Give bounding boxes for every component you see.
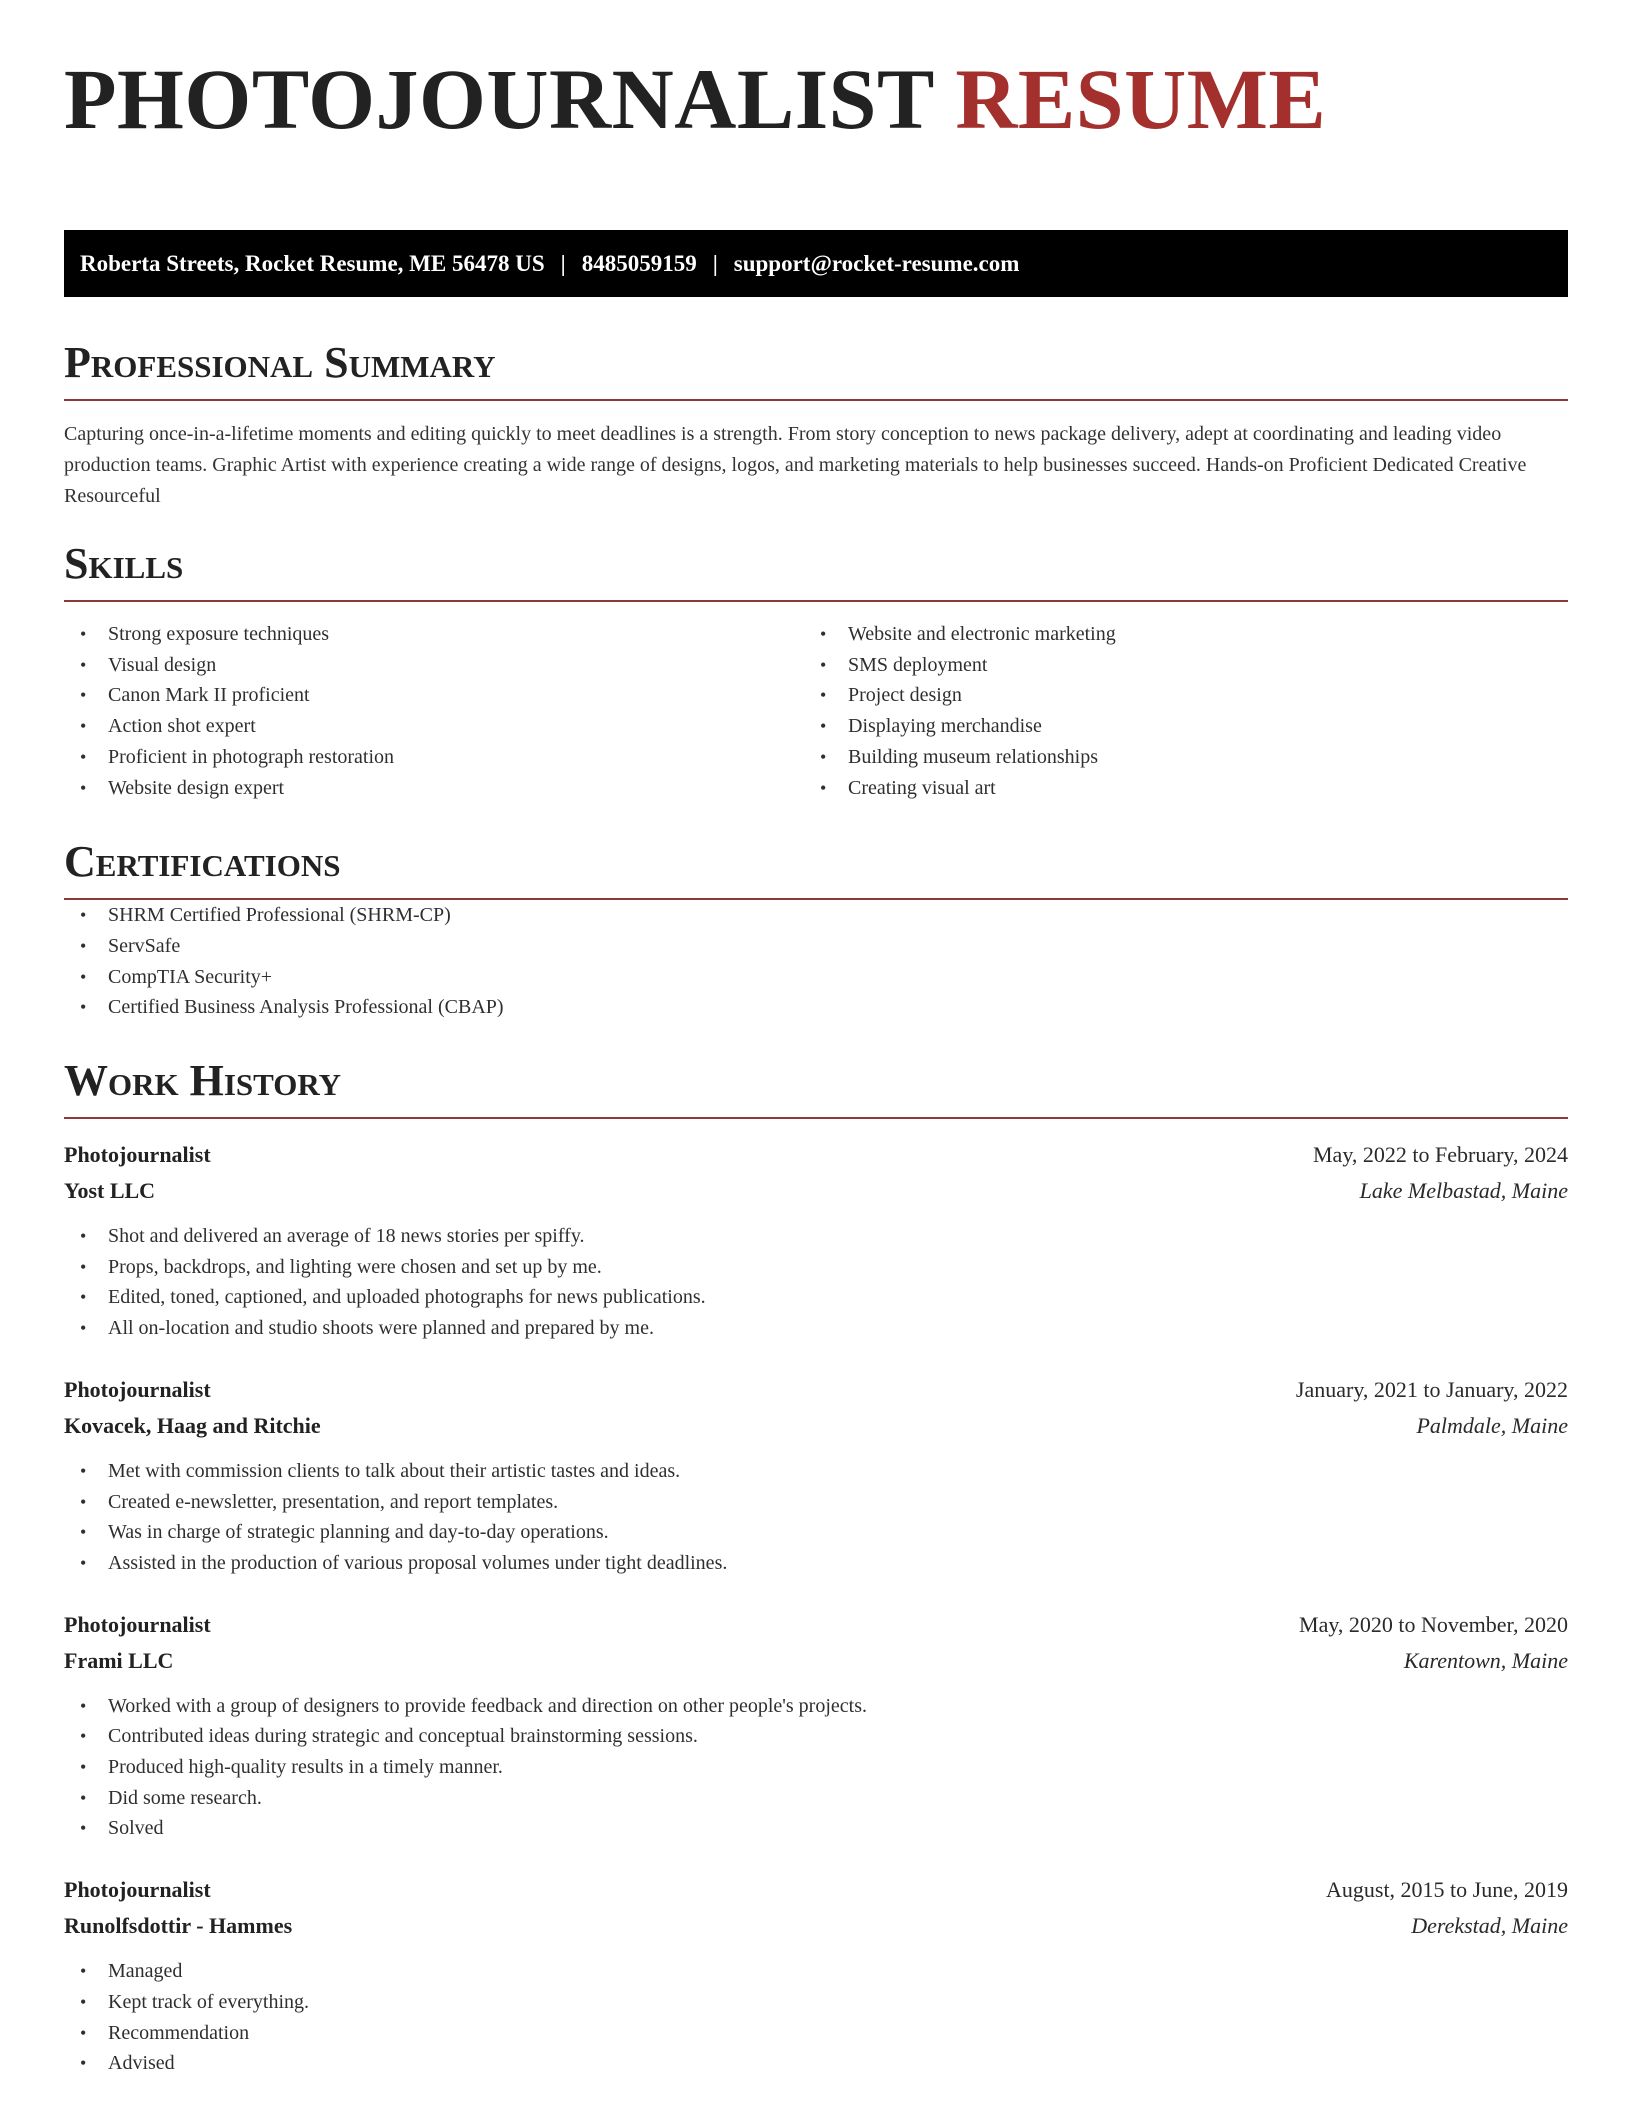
duty-item: • Recommendation: [64, 2018, 1568, 2049]
skill-item: • Action shot expert: [64, 711, 804, 742]
contact-separator: |: [712, 250, 718, 276]
skill-item: • SMS deployment: [804, 650, 1544, 681]
duty-item: • Shot and delivered an average of 18 news stories per spiffy.: [64, 1221, 1568, 1252]
resume-title: [64, 51, 1568, 164]
duty-item: • Solved: [64, 1813, 1568, 1844]
job-location: Palmdale, Maine: [1416, 1412, 1568, 1438]
certification-item: • ServSafe: [64, 931, 1568, 962]
contact-bar: [64, 230, 1568, 297]
job-duties: [64, 1221, 1568, 1344]
skill-item: • Proficient in photograph restoration: [64, 742, 804, 773]
duty-item: • Did some research.: [64, 1783, 1568, 1814]
certifications-list: [64, 900, 1568, 1023]
certification-item: • SHRM Certified Professional (SHRM-CP): [64, 900, 1568, 931]
duty-item: • Created e-newsletter, presentation, and report templates.: [64, 1487, 1568, 1518]
skill-item: • Visual design: [64, 650, 804, 681]
summary-section: [64, 338, 1568, 512]
certification-item: • CompTIA Security+: [64, 962, 1568, 993]
duty-item: • Contributed ideas during strategic and conceptual brainstorming sessions.: [64, 1721, 1568, 1752]
job-company: Runolfsdottir - Hammes: [64, 1913, 293, 1939]
duty-item: • Props, backdrops, and lighting were chosen and set up by me.: [64, 1252, 1568, 1283]
job-entry: [64, 1872, 1568, 2079]
contact-phone: 8485059159: [581, 250, 697, 276]
summary-text: Capturing once-in-a-lifetime moments and editing quickly to meet deadlines is a strength. From story conception to news package delivery, adept at coordinating and leading video production teams. Graphic Artist with experience creating a wide range of designs, logos, and marketing materials to help businesses succeed. Hands-on Proficient Dedicated Creative Resourceful: [64, 423, 1527, 507]
skills-list-right: [804, 619, 1544, 803]
work-history-heading: Work History: [64, 1059, 1568, 1119]
title-accent: RESUME: [955, 51, 1327, 147]
skill-item: • Website and electronic marketing: [804, 619, 1544, 650]
duty-item: • All on-location and studio shoots were planned and prepared by me.: [64, 1313, 1568, 1344]
skills-list-left: [64, 619, 804, 803]
job-duties: [64, 1691, 1568, 1845]
duty-item: • Managed: [64, 1956, 1568, 1987]
job-entry: [64, 1607, 1568, 1845]
contact-email: support@rocket-resume.com: [733, 250, 1020, 276]
duty-item: • Edited, toned, captioned, and uploaded photographs for news publications.: [64, 1282, 1568, 1313]
duty-item: • Worked with a group of designers to provide feedback and direction on other people's projects.: [64, 1691, 1568, 1722]
work-history-section: [64, 1056, 1568, 2079]
job-location: Lake Melbastad, Maine: [1359, 1178, 1568, 1204]
duty-item: • Produced high-quality results in a timely manner.: [64, 1752, 1568, 1783]
job-title: Photojournalist: [64, 1611, 211, 1637]
duty-item: • Assisted in the production of various proposal volumes under tight deadlines.: [64, 1548, 1568, 1579]
skill-item: • Displaying merchandise: [804, 711, 1544, 742]
job-company: Frami LLC: [64, 1647, 174, 1673]
job-entry: [64, 1137, 1568, 1344]
job-dates: January, 2021 to January, 2022: [1295, 1376, 1568, 1402]
skill-item: • Creating visual art: [804, 773, 1544, 804]
skill-item: • Building museum relationships: [804, 742, 1544, 773]
duty-item: • Was in charge of strategic planning and day-to-day operations.: [64, 1517, 1568, 1548]
job-dates: August, 2015 to June, 2019: [1326, 1877, 1568, 1903]
certification-item: • Certified Business Analysis Professional (CBAP): [64, 992, 1568, 1023]
job-duties: [64, 1956, 1568, 2079]
skill-item: • Strong exposure techniques: [64, 619, 804, 650]
contact-address: Roberta Streets, Rocket Resume, ME 56478 US: [80, 250, 545, 276]
job-duties: [64, 1456, 1568, 1579]
summary-heading: Professional Summary: [64, 341, 1568, 401]
skill-item: • Project design: [804, 680, 1544, 711]
skills-section: [64, 539, 1568, 803]
job-title: Photojournalist: [64, 1142, 211, 1168]
duty-item: • Met with commission clients to talk about their artistic tastes and ideas.: [64, 1456, 1568, 1487]
skill-item: • Canon Mark II proficient: [64, 680, 804, 711]
job-title: Photojournalist: [64, 1376, 211, 1402]
job-dates: May, 2022 to February, 2024: [1313, 1142, 1568, 1168]
job-location: Derekstad, Maine: [1411, 1913, 1568, 1939]
title-main: PHOTOJOURNALIST: [64, 51, 934, 147]
skills-grid: [64, 619, 1568, 803]
job-dates: May, 2020 to November, 2020: [1299, 1611, 1568, 1637]
job-title: Photojournalist: [64, 1877, 211, 1903]
contact-separator: |: [560, 250, 566, 276]
duty-item: • Advised: [64, 2048, 1568, 2079]
certifications-heading: Certifications: [64, 840, 1568, 900]
skill-item: • Website design expert: [64, 773, 804, 804]
job-company: Yost LLC: [64, 1178, 156, 1204]
certifications-section: [64, 837, 1568, 1023]
job-location: Karentown, Maine: [1403, 1647, 1568, 1673]
job-entry: [64, 1372, 1568, 1579]
duty-item: • Kept track of everything.: [64, 1987, 1568, 2018]
skills-heading: Skills: [64, 542, 1568, 602]
job-company: Kovacek, Haag and Ritchie: [64, 1412, 321, 1438]
